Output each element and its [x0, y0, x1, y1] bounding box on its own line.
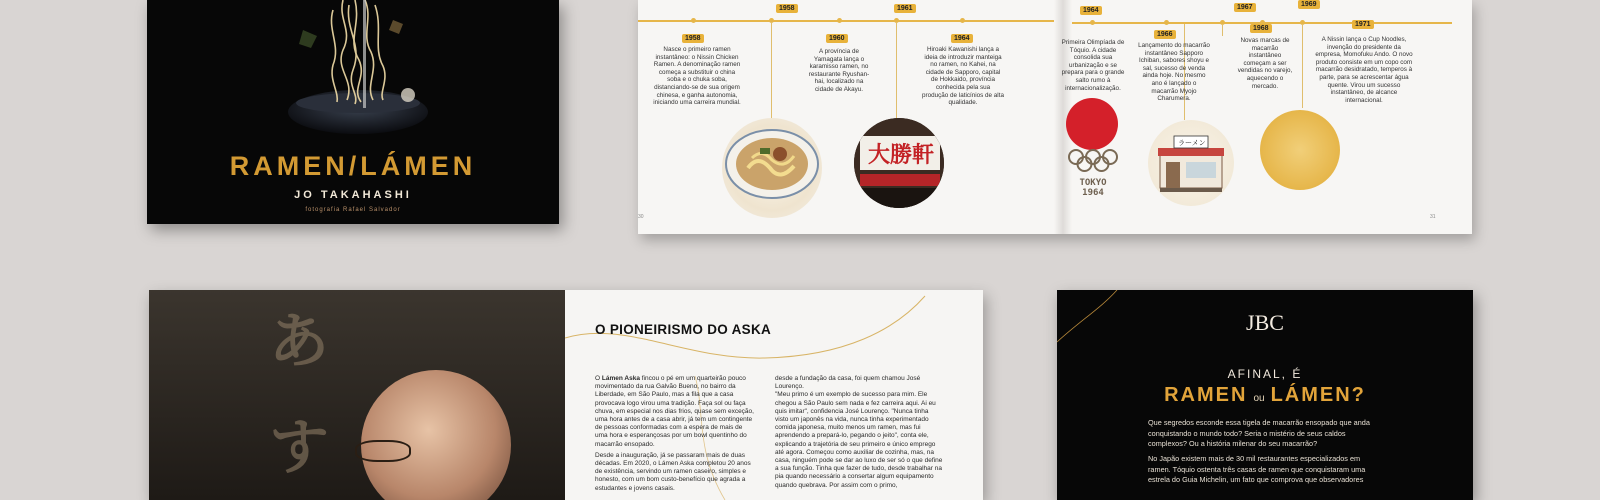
event-text: Primeira Olimpíada de Tóquio. A cidade consolida sua urbanização e se prepara para o grande salto rumo à internacionalização. [1061, 39, 1125, 92]
article-column-2 [775, 375, 943, 490]
svg-text:大勝軒: 大勝軒 [868, 143, 935, 168]
timeline-dot [837, 18, 842, 23]
page-number: 31 [1430, 214, 1436, 220]
timeline-connector [896, 22, 897, 122]
olympic-rings-icon [1067, 148, 1119, 172]
noodles-photo [1260, 110, 1340, 190]
event-text: Lançamento do macarrão instantâneo Sapporo Ichiban, sabores shoyu e sal, sucesso de venda ainda hoje. No mesmo ano é lançado o macarrão Myojo Charumera. [1138, 42, 1210, 103]
event-text: A província de Yamagata lança o karamisso ramen, no restaurante Ryushan-hai, localizado na cidade de Akayu. [808, 48, 870, 93]
cover-author: JO TAKAHASHI [294, 189, 412, 201]
paragraph-text: desde a fundação da casa, foi quem chamou José Lourenço. [775, 375, 921, 391]
page-number: 30 [638, 214, 644, 220]
event-year: 1966 [1154, 30, 1176, 39]
paragraph-text: "Meu primo é um exemplo de sucesso para mim. Ele chegou a São Paulo sem nada e fez carreira aqui. Ai eu quis imitar", confidencia José Lourenço. "Nunca tinha visto um japonês na vida, nunca tinha experimentado comida japonesa, muito menos um ramen, mas fui aprendendo a prepará-lo, pegando o jeito", conta ele, explicando a trajetória de seu primeiro e único emprego até agora. Começou como auxiliar de cozinha, mas, na casa, ninguém pode se dar ao luxo de ser só o que define a sua função. Tinha que fazer de tudo, desde trabalhar na pia quando necessário a consertar algum equipamento quando quebrava. Por assim com o primo, [775, 391, 943, 489]
event-text: Novas marcas de macarrão instantâneo começam a ser vendidas no varejo, aquecendo o mercado. [1237, 37, 1293, 90]
timeline-dot [691, 18, 696, 23]
headline-line-1: AFINAL, É [1227, 367, 1303, 381]
sign-char: あ [269, 307, 329, 377]
olympic-sun-icon [1066, 98, 1118, 150]
event-text: Nasce o primeiro ramen instantâneo: o Nissin Chicken Ramen. A denominação ramen começa a substituir o china soba e o chuka soba, distanciando-se de sua origem chinesa, e ganha autonomia, iniciando uma carreira mundial. [653, 46, 741, 107]
ramen-bowl-photo [243, 0, 473, 140]
event-year: 1958 [682, 34, 704, 43]
event-year: 1964 [951, 34, 973, 43]
intro-paragraph: No Japão existem mais de 30 mil restaurantes especializados em ramen. Tóquio ostenta três casas de ramen que conquistaram uma estrela do Guia Michelin, um fato que comprova que observadores [1148, 454, 1366, 484]
year-badge: 1958 [776, 4, 798, 13]
aska-article-page [565, 290, 983, 500]
tokyo-1964-label: TOKYO 1964 [1079, 178, 1107, 198]
sign-char: す [269, 413, 329, 483]
timeline-spread [638, 0, 1472, 234]
timeline-dot [1090, 20, 1095, 25]
event-text: Hiroaki Kawanishi lança a ideia de introduzir manteiga no ramen, no Kahei, na cidade de Sapporo, capital de Hokkaido, província conhecida pela sua produção de laticínios de alta qualidade. [922, 46, 1004, 107]
timeline-dot [960, 18, 965, 23]
year-badge: 1969 [1298, 0, 1320, 9]
publisher-logo: JBC [1246, 310, 1284, 335]
paragraph-text: Desde a inauguração, já se passaram mais de duas décadas. Em 2020, o Lámen Aska completou 20 anos de existência, servindo um ramen caseiro, simples e honesto, com um bom custo-benefício que agrada a estudantes e jovens casais. [595, 451, 751, 492]
paragraph-text: O [595, 375, 602, 382]
chef-photo [149, 290, 565, 500]
timeline-line-left [638, 20, 1054, 22]
shop-sign-text: ラーメン [1178, 139, 1206, 147]
event-text: A Nissin lança o Cup Noodles, invenção do presidente da empresa, Momofuku Ando. O novo produto consiste em um copo com macarrão desidratado, temperos à parte, para se acrescentar água quente. Virou um sucesso instantâneo, de alcance internacional. [1315, 36, 1413, 104]
headline-line-2 [1057, 384, 1473, 407]
chef-glasses [355, 440, 411, 462]
intro-paragraph: Que segredos esconde essa tigela de macarrão ensopado que anda conquistando o mundo todo? Seria o mistério de seus caldos complexos? Ou a história milenar do seu macarrão? [1148, 418, 1370, 448]
event-year: 1971 [1352, 20, 1374, 29]
event-year: 1968 [1250, 24, 1272, 33]
photo-credit: fotografia Rafael Salvador [305, 207, 401, 213]
timeline-dot [1164, 20, 1169, 25]
event-year: 1960 [826, 34, 848, 43]
chef-head [361, 370, 511, 500]
headline-ramen: RAMEN [1164, 384, 1248, 406]
cover-title: RAMEN/LÁMEN [229, 151, 477, 181]
year-badge: 1967 [1234, 3, 1256, 12]
article-column-1 [595, 375, 755, 493]
event-year: 1964 [1080, 6, 1102, 15]
ramen-bowl-photo [722, 118, 822, 218]
restaurant-sign-photo [854, 118, 944, 208]
aska-spread [149, 290, 983, 500]
year-badge: 1961 [894, 4, 916, 13]
headline-lamen: LÁMEN? [1270, 384, 1366, 406]
article-title: O PIONEIRISMO DO ASKA [595, 322, 772, 337]
timeline-connector [1222, 24, 1223, 36]
restaurant-name: Lámen Aska [601, 375, 640, 382]
timeline-connector [1302, 24, 1303, 108]
paragraph-text: fincou o pé em um quarteirão pouco movimentado da rua Galvão Bueno, no bairro da Liberdade, em São Paulo, mas a fila que a casa provocava logo virou uma tradição. Faça sol ou faça chuva, em especial nos dias frios, quase sem exceção, uma hora antes de a casa abrir, já tem um contingente de pessoas conformadas com a espera de mais de uma hora e esperançosas por um bowl quentinho do macarrão ensopado. [595, 375, 754, 448]
intro-page [1057, 290, 1473, 500]
book-cover [147, 0, 559, 224]
ramen-shop-illustration [1148, 120, 1234, 206]
headline-ou: ou [1253, 393, 1265, 404]
